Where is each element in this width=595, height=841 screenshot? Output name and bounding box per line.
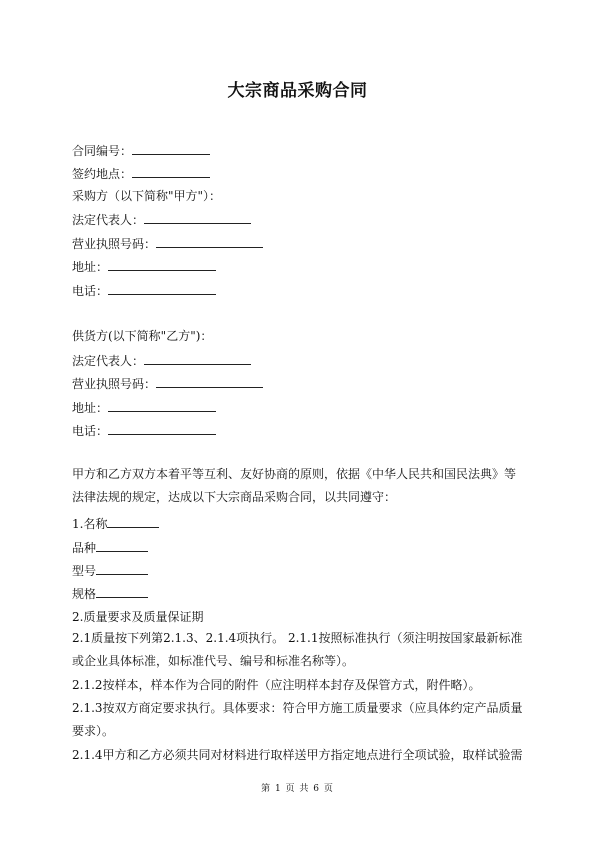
supplier-address-blank[interactable] (108, 400, 216, 412)
buyer-rep-label: 法定代表人： (72, 213, 145, 227)
supplier-address-label: 地址： (72, 401, 109, 415)
buyer-address-label: 地址： (72, 260, 109, 274)
supplier-rep-field (72, 353, 251, 368)
buyer-rep-field (72, 212, 251, 227)
buyer-license-blank[interactable] (156, 236, 263, 248)
clause-2-1-2: 2.1.2按样本，样本作为合同的附件（应注明样本封存及保管方式，附件略）。 (72, 678, 481, 692)
supplier-phone-field (72, 423, 216, 438)
buyer-license-field (72, 236, 263, 251)
supplier-license-field (72, 376, 263, 391)
clause-2-1-3: 2.1.3按双方商定要求执行。具体要求：符合甲方施工质量要求（应具体约定产品质量要求）。 (72, 701, 523, 738)
sign-place-blank[interactable] (132, 166, 210, 178)
contract-number-label: 合同编号： (72, 144, 133, 158)
intro-paragraph: 甲方和乙方双方本着平等互利、友好协商的原则，依据《中华人民共和国民法典》等法律法规的规定，达成以下大宗商品采购合同，以共同遵守： (72, 467, 517, 504)
item-spec-label: 规格 (72, 587, 97, 601)
buyer-license-label: 营业执照号码： (72, 237, 157, 251)
supplier-rep-blank[interactable] (144, 353, 251, 365)
sign-place-label: 签约地点： (72, 167, 133, 181)
contract-number-blank[interactable] (132, 143, 210, 155)
item-name-blank[interactable] (107, 516, 159, 528)
supplier-license-blank[interactable] (156, 376, 263, 388)
buyer-heading: 采购方（以下简称"甲方"）： (72, 189, 222, 203)
supplier-rep-label: 法定代表人： (72, 354, 145, 368)
supplier-heading: 供货方(以下简称"乙方")： (72, 329, 213, 343)
supplier-license-label: 营业执照号码： (72, 377, 157, 391)
buyer-address-field (72, 259, 216, 274)
item-name-label: 1.名称 (72, 517, 108, 531)
item-spec-blank[interactable] (96, 586, 148, 598)
buyer-rep-blank[interactable] (144, 212, 251, 224)
sign-place-field (72, 166, 210, 181)
item-model-label: 型号 (72, 564, 97, 578)
quality-heading: 2.质量要求及质量保证期 (72, 610, 204, 624)
supplier-address-field (72, 400, 216, 415)
buyer-address-blank[interactable] (108, 259, 216, 271)
buyer-phone-field (72, 283, 216, 298)
clause-2-1-4: 2.1.4甲方和乙方必须共同对材料进行取样送甲方指定地点进行全项试验，取样试验需 (72, 748, 523, 762)
item-variety-field (72, 540, 148, 555)
buyer-phone-blank[interactable] (108, 283, 216, 295)
item-spec-field (72, 586, 148, 601)
item-model-blank[interactable] (96, 563, 148, 575)
page-number-footer: 第 1 页 共 6 页 (261, 784, 334, 794)
item-model-field (72, 563, 148, 578)
contract-number-field (72, 143, 210, 158)
buyer-phone-label: 电话： (72, 284, 109, 298)
item-variety-label: 品种 (72, 541, 97, 555)
item-variety-blank[interactable] (96, 540, 148, 552)
supplier-phone-label: 电话： (72, 424, 109, 438)
document-title: 大宗商品采购合同 (227, 81, 368, 101)
item-name-field (72, 516, 159, 531)
supplier-phone-blank[interactable] (108, 423, 216, 435)
clause-2-1-1: 2.1质量按下列第2.1.3、2.1.4项执行。 2.1.1按照标准执行（须注明按国家最新标准或企业具体标准，如标准代号、编号和标准名称等）。 (72, 631, 523, 668)
